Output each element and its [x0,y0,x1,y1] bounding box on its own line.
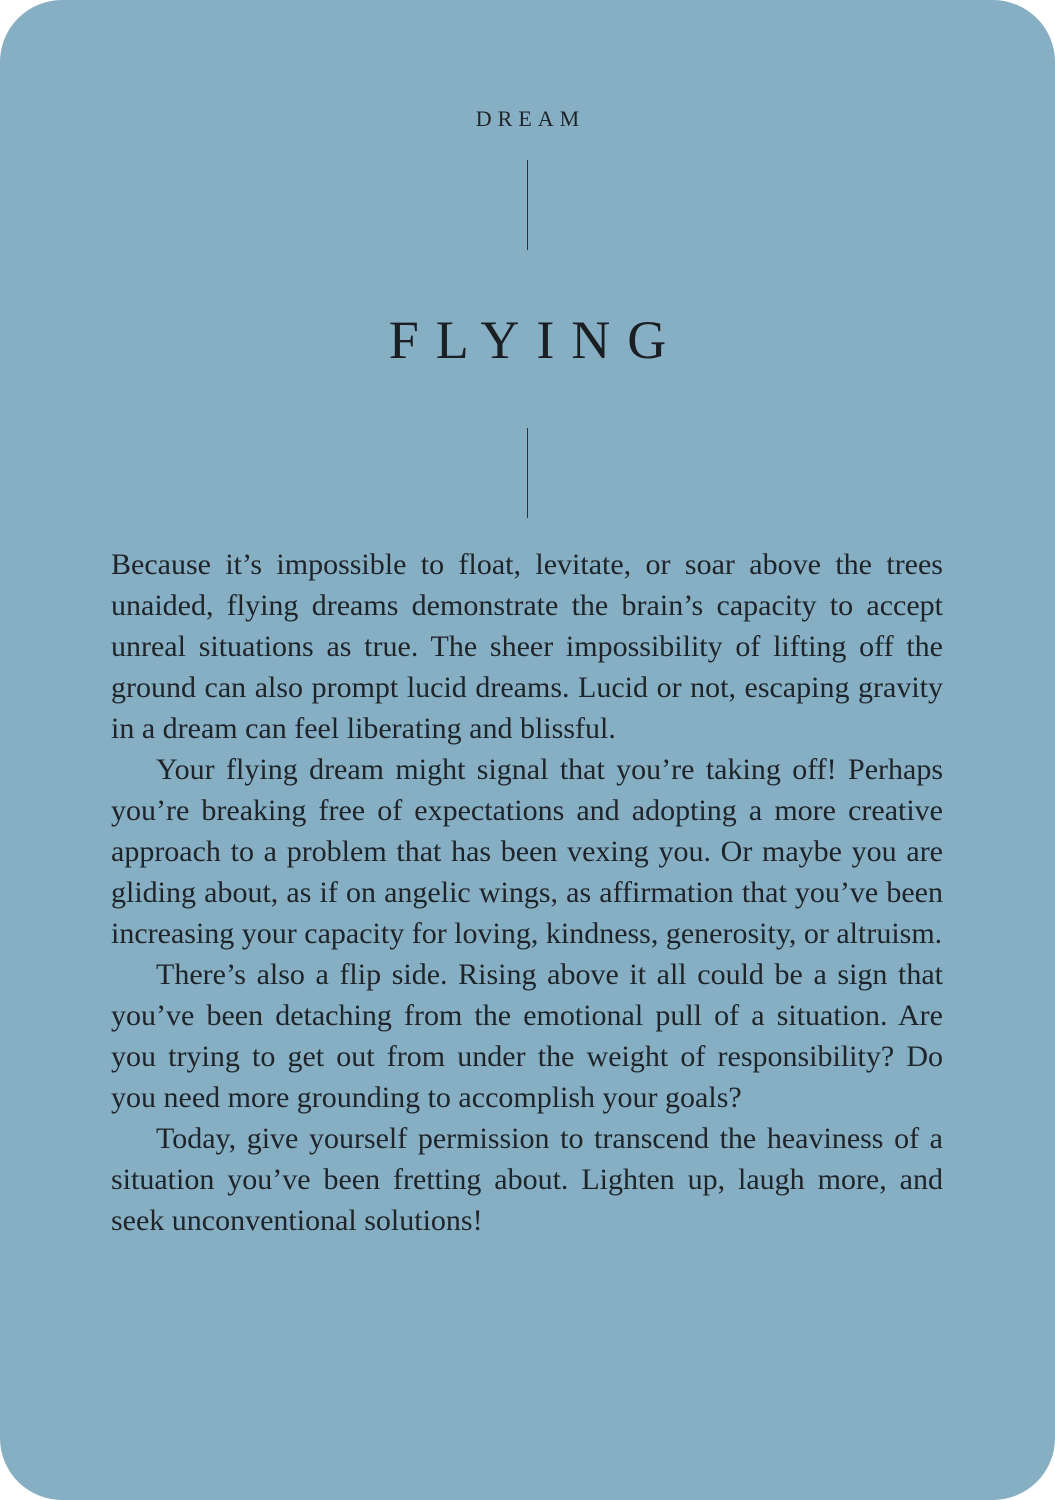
card-category: DREAM [475,106,586,131]
body-paragraph-1: Because it’s impossible to float, levitate, or soar above the trees unaided, flying dreams demonstrate the brain’s capacity to accept unreal situations as true. The sheer impossibility of lifting off the ground can also prompt lucid dreams. Lucid or not, escaping gravity in a dream can feel liberating and blissful. [111,548,943,745]
bottom-divider [527,428,528,518]
card-title: FLYING [388,310,684,370]
body-paragraph-3: There’s also a flip side. Rising above it all could be a sign that you’ve been detaching from the emotional pull of a situation. Are you trying to get out from under the weight of responsibility? Do you need more grounding to accomplish your goals? [111,958,943,1114]
body-paragraph-2: Your flying dream might signal that you’re taking off! Perhaps you’re breaking free of expectations and adopting a more creative approach to a problem that has been vexing you. Or maybe you are gliding about, as if on angelic wings, as affirmation that you’ve been increasing your capacity for loving, kindness, generosity, or altruism. [111,753,943,950]
body-paragraph-4: Today, give yourself permission to transcend the heaviness of a situation you’ve been fretting about. Lighten up, laugh more, and seek unconventional solutions! [111,1122,943,1237]
top-divider [527,160,528,250]
card-body [111,544,943,1241]
